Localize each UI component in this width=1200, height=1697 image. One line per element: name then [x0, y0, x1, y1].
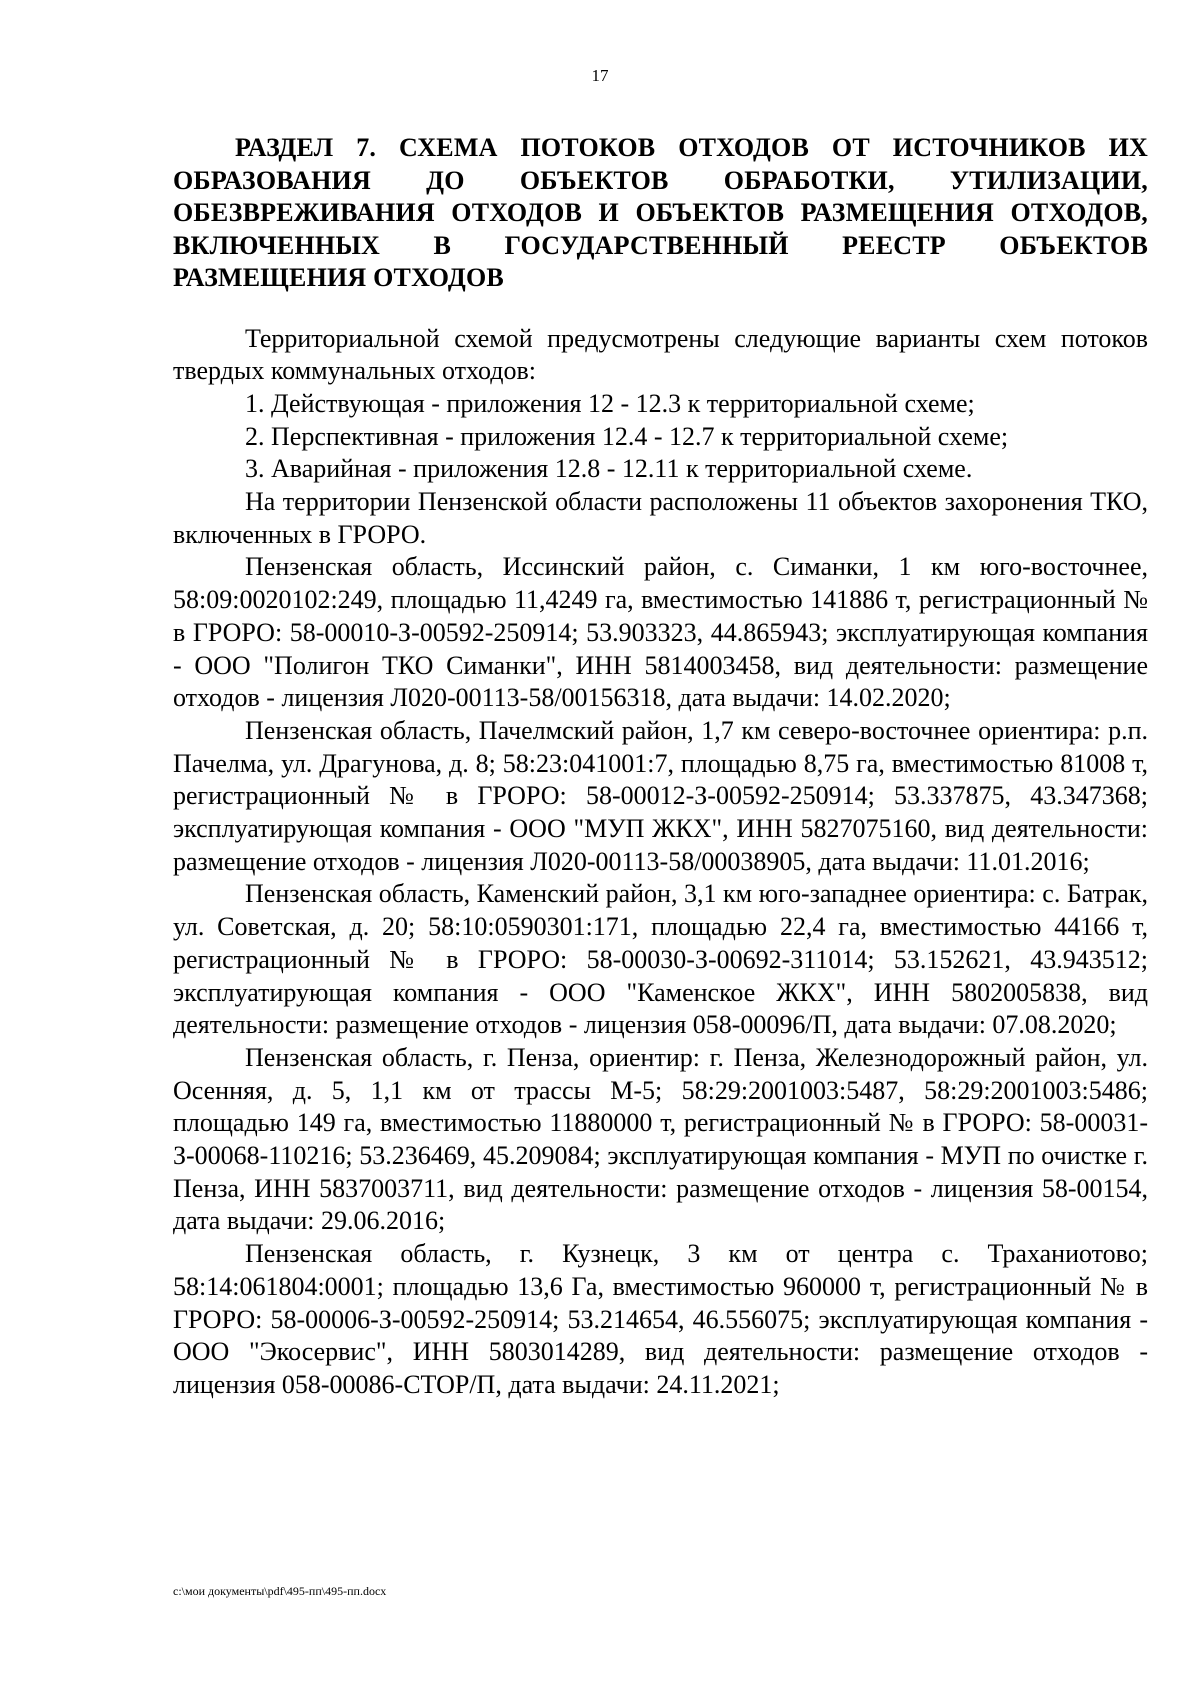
paragraph: Пензенская область, Иссинский район, с. Симанки, 1 км юго-восточнее, 58:09:0020102:249, площадью 11,4249 га, вместимостью 141886 т, регистрационный № в ГРОРО: 58-00010-З-00592-250914; 53.903323, 44.865943; эксплуатирующая компания - ООО "Полигон ТКО Симанки", ИНН 5814003458, вид деятельности: размещение отходов - лицензия Л020-00113-58/00156318, дата выдачи: 14.02.2020; — [173, 552, 1148, 713]
paragraph: Пензенская область, Пачелмский район, 1,7 км северо-восточнее ориентира: р.п. Пачелма, ул. Драгунова, д. 8; 58:23:041001:7, площадью 8,75 га, вместимостью 81008 т, регистрационный № в ГРОРО: 58-00012-З-00592-250914; 53.337875, 43.347368; эксплуатирующая компания - ООО "МУП ЖКХ", ИНН 5827075160, вид деятельности: размещение отходов - лицензия Л020-00113-58/00038905, дата выдачи: 11.01.2016; — [173, 715, 1148, 876]
list-item: 2. Перспективная - приложения 12.4 - 12.7 к территориальной схеме; — [245, 421, 1009, 451]
paragraph: Пензенская область, Каменский район, 3,1 км юго-западнее ориентира: с. Батрак, ул. Советская, д. 20; 58:10:0590301:171, площадью 22,4 га, вместимостью 44166 т, регистрационный № в ГРОРО: 58-00030-З-00692-311014; 53.152621, 43.943512; эксплуатирующая компания - ООО "Каменское ЖКХ", ИНН 5802005838, вид деятельности: размещение отходов - лицензия 058-00096/П, дата выдачи: 07.08.2020; — [173, 879, 1148, 1040]
list-item: 3. Аварийная - приложения 12.8 - 12.11 к территориальной схеме. — [245, 454, 973, 484]
section-title: РАЗДЕЛ 7. СХЕМА ПОТОКОВ ОТХОДОВ ОТ ИСТОЧНИКОВ ИХ ОБРАЗОВАНИЯ ДО ОБЪЕКТОВ ОБРАБОТКИ, УТИЛИЗАЦИИ, ОБЕЗВРЕЖИВАНИЯ ОТХОДОВ И ОБЪЕКТОВ РАЗМЕЩЕНИЯ ОТХОДОВ, ВКЛЮЧЕННЫХ В ГОСУДАРСТВЕННЫЙ РЕЕСТР ОБЪЕКТОВ РАЗМЕЩЕНИЯ ОТХОДОВ — [173, 133, 1148, 292]
list-item: 1. Действующая - приложения 12 - 12.3 к территориальной схеме; — [245, 388, 975, 418]
paragraph: Пензенская область, г. Пенза, ориентир: г. Пенза, Железнодорожный район, ул. Осенняя, д. 5, 1,1 км от трассы М-5; 58:29:2001003:5487, 58:29:2001003:5486; площадью 149 га, вместимостью 11880000 т, регистрационный № в ГРОРО: 58-00031-З-00068-110216; 53.236469, 45.209084; эксплуатирующая компания - МУП по очистке г. Пенза, ИНН 5837003711, вид деятельности: размещение отходов - лицензия 58-00154, дата выдачи: 29.06.2016; — [173, 1042, 1148, 1236]
paragraph: Пензенская область, г. Кузнецк, 3 км от центра с. Траханиотово; 58:14:061804:0001; площадью 13,6 Га, вместимостью 960000 т, регистрационный № в ГРОРО: 58-00006-З-00592-250914; 53.214654, 46.556075; эксплуатирующая компания - ООО "Экосервис", ИНН 5803014289, вид деятельности: размещение отходов - лицензия 058-00086-СТОР/П, дата выдачи: 24.11.2021; — [173, 1239, 1148, 1399]
document-body — [173, 132, 1148, 1402]
paragraph: На территории Пензенской области расположены 11 объектов захоронения ТКО, включенных в ГРОРО. — [173, 487, 1148, 549]
paragraph: Территориальной схемой предусмотрены следующие варианты схем потоков твердых коммунальных отходов: — [173, 323, 1148, 386]
footer-file-path: c:\мои документы\pdf\495-пп\495-пп.docx — [173, 1584, 387, 1598]
page-number: 17 — [591, 66, 609, 85]
